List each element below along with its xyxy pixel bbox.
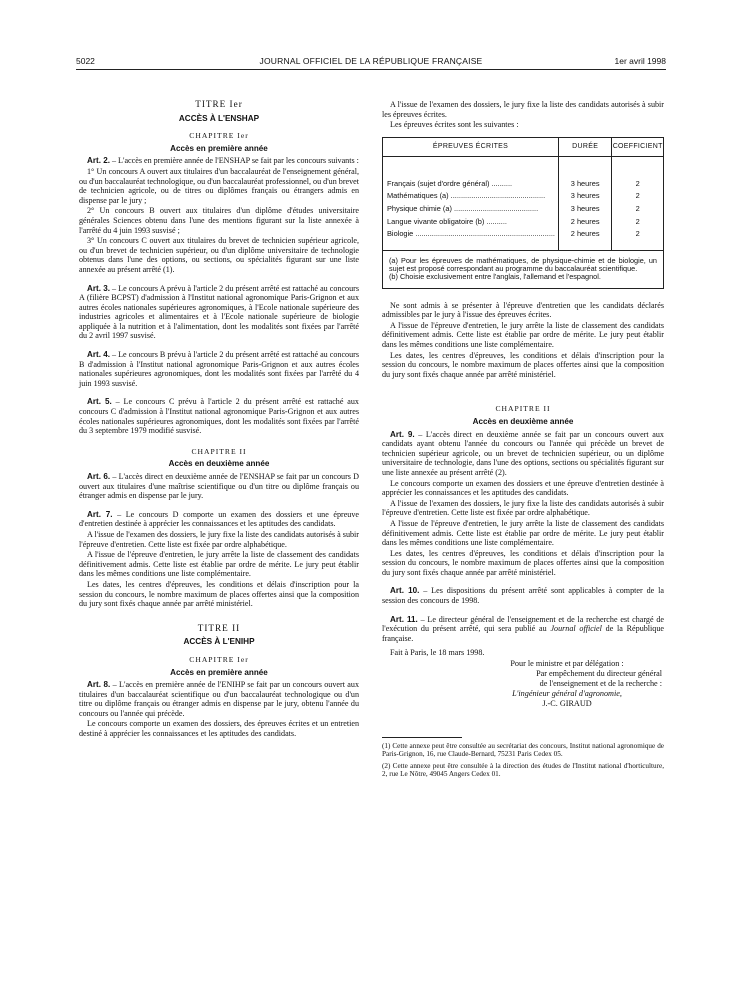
page-number: 5022 bbox=[76, 56, 95, 66]
paragraph: A l'issue de l'épreuve d'entretien, le jury arrête la liste de classement des candidats définitivement admis. Cette liste est établie par ordre de mérite. Le jury peut établir dans les mêmes conditions une liste complémentaire. bbox=[382, 518, 664, 548]
table-notes bbox=[383, 250, 664, 288]
table-cell: 2 bbox=[635, 216, 640, 226]
table-cell: 2 bbox=[635, 229, 640, 239]
titre-subheading: ACCÈS À L'ENSHAP bbox=[178, 113, 260, 123]
paragraph: A l'issue de l'examen des dossiers, le jury fixe la liste des candidats autorisés à subir l'épreuve d'entretien. Cette liste est fixée par ordre alphabétique. bbox=[382, 498, 664, 518]
article-label: Art. 6. bbox=[87, 472, 111, 481]
paragraph: Les dates, les centres d'épreuves, les conditions et délais d'inscription pour la session du concours, le nombre maximum de places offertes ainsi que la composition du jury sont fixés chaque année par arrêté ministériel. bbox=[79, 579, 359, 609]
epreuves-cell bbox=[383, 156, 559, 250]
paragraph: A l'issue de l'épreuve d'entretien, le jury arrête la liste de classement des candidats définitivement admis. Cette liste est établie par ordre de mérite. Le jury peut établir dans les mêmes conditions une liste complémentaire. bbox=[382, 320, 664, 350]
duree-cell bbox=[558, 156, 611, 250]
chapter-heading: CHAPITRE Ier bbox=[189, 654, 249, 664]
table-cell: 3 heures bbox=[570, 203, 600, 213]
paragraph: Le concours comporte un examen des dossiers, des épreuves écrites et un entretien destiné à apprécier les connaissances et les aptitudes des candidats. bbox=[79, 719, 359, 739]
article-label: Art. 7. bbox=[87, 509, 113, 519]
right-column bbox=[382, 100, 664, 782]
article-2-item-3: 3° Un concours C ouvert aux titulaires du brevet de technicien supérieur agricole, ou d'un brevet de technicien supérieur, ou d'un diplôme universitaire de technologie obtenus dans l'une des options, ou sections, ou spécialités figurant sur une liste annexée au présent arrêté (1). bbox=[79, 236, 359, 274]
table-body-row bbox=[383, 156, 664, 250]
paragraph: Ne sont admis à se présenter à l'épreuve d'entretien que les candidats déclarés admissibles par le jury à l'issue des épreuves écrites. bbox=[382, 300, 664, 320]
journal-title: JOURNAL OFFICIEL DE LA RÉPUBLIQUE FRANÇAISE bbox=[259, 56, 483, 66]
section-heading: Accès en première année bbox=[170, 143, 268, 153]
article-2-item-2: 2° Un concours B ouvert aux titulaires d'un diplôme d'études universitaire générales Sciences obtenu dans l'une des mentions figurant sur la liste annexée à l'arrêté du 4 juin 1993 susvisé ; bbox=[79, 206, 359, 235]
article-9: Art. 9. – L'accès direct en deuxième année se fait par un concours ouvert aux candidats ayant obtenu l'année du concours ou l'année qui précède un brevet de technicien supérieur agricole, ou un brevet de technicien supérieur, ou un diplôme universitaire de technologie, dans l'une des options, sections ou spécialités figurant sur une liste annexée au présent arrêté (2). bbox=[382, 429, 664, 477]
paragraph: Les dates, les centres d'épreuves, les conditions et délais d'inscription pour la session du concours, le nombre maximum de places offertes ainsi que la composition du jury sont fixés chaque année par arrêté ministériel. bbox=[382, 548, 664, 577]
article-label: Art. 3. bbox=[87, 283, 110, 293]
table-cell: 2 heures bbox=[570, 216, 600, 226]
section-heading: Accès en deuxième année bbox=[168, 459, 270, 469]
table-cell: Français (sujet d'ordre général) .......... bbox=[387, 178, 513, 188]
footnote-2: (2) Cette annexe peut être consultée à la direction des études de l'Institut national d'horticulture, 2, rue Le Nôtre, 49045 Angers Cedex 01. bbox=[382, 761, 664, 779]
paragraph: A l'issue de l'examen des dossiers, le jury fixe la liste des candidats autorisés à subir les épreuves écrites. bbox=[382, 100, 664, 119]
article-label: Art. 9. bbox=[390, 429, 415, 439]
signature-block: Pour le ministre et par délégation : Par empêchement du directeur général de l'enseignement et de la recherche : L'ingénieur général d'agronomie, J.-C. GIRAUD bbox=[382, 659, 664, 709]
paragraph: Les dates, les centres d'épreuves, les conditions et délais d'inscription pour la session du concours, le nombre maximum de places offertes ainsi que la composition du jury sont fixés chaque année par arrêté ministériel. bbox=[382, 350, 664, 379]
table-cell: Physique chimie (a) ......................................... bbox=[387, 203, 539, 213]
column-header: ÉPREUVES ÉCRITES bbox=[383, 137, 559, 156]
journal-name: Journal officiel bbox=[550, 624, 602, 634]
article-11: Art. 11. – Le directeur général de l'enseignement et de la recherche est chargé de l'exécution du présent arrêté, qui sera publié au Journal officiel de la République française. bbox=[382, 614, 664, 643]
article-6: Art. 6. – L'accès direct en deuxième année de l'ENSHAP se fait par un concours D ouvert aux titulaires d'une maîtrise scientifique ou d'un titre ou diplôme français ou étranger admis en dispense par le jury. bbox=[79, 472, 359, 501]
article-label: Art. 8. bbox=[87, 680, 111, 690]
table-cell: 2 bbox=[635, 191, 640, 201]
footnote-rule bbox=[382, 737, 462, 738]
table-cell: 3 heures bbox=[570, 178, 600, 188]
titre-subheading: ACCÈS À L'ENIHP bbox=[183, 637, 255, 647]
chapter-heading: CHAPITRE II bbox=[191, 446, 247, 456]
table-cell: Biologie .................................................................... bbox=[387, 229, 555, 239]
table-cell: Mathématiques (a) .............................................. bbox=[387, 191, 546, 201]
paragraph: Le concours comporte un examen des dossiers et une épreuve d'entretien destinée à apprécier les connaissances et les aptitudes des candidats. bbox=[382, 478, 664, 498]
table-header-row bbox=[383, 137, 664, 156]
column-header: COEFFICIENT bbox=[612, 137, 664, 156]
paragraph: A l'issue de l'épreuve d'entretien, le jury arrête la liste de classement des candidats définitivement admis. Cette liste est établie par ordre de mérite. Le jury peut établir dans les mêmes conditions une liste complémentaire. bbox=[79, 550, 359, 579]
column-header: DURÉE bbox=[558, 137, 611, 156]
footnote-1: (1) Cette annexe peut être consultée au secrétariat des concours, Institut national agronomique de Paris-Grignon, 16, rue Claude-Bernard, 75231 Paris Cedex 05. bbox=[382, 742, 664, 759]
article-5: Art. 5. – Le concours C prévu à l'article 2 du présent arrêté est rattaché aux concours C d'admission à l'Institut national agronomique Paris-Grignon et aux autres écoles nationales supérieures agronomiques, dont les modalités sont fixées par l'arrêté du 3 septembre 1979 modifié susvisé. bbox=[79, 397, 359, 436]
table-cell: 2 bbox=[635, 203, 640, 213]
coefficient-cell bbox=[612, 156, 664, 250]
chapter-heading: CHAPITRE II bbox=[495, 404, 551, 414]
table-cell: 2 bbox=[635, 178, 640, 188]
table-notes-row bbox=[383, 250, 664, 288]
article-3: Art. 3. – Le concours A prévu à l'article 2 du présent arrêté est rattaché au concours A (filière BCPST) d'admission à l'Institut national agronomique Paris-Grignon et aux autres écoles nationales supérieures agronomiques, à l'Ecole nationale supérieure des industries agricoles et alimentaires et à l'Ecole nationale supérieure de biologie appliquée à la nutrition et à l'alimentation, dont les modalités sont fixées par l'arrêté du 2 avril 1997 susvisé. bbox=[79, 283, 359, 341]
titre-heading: TITRE II bbox=[197, 622, 241, 633]
article-label: Art. 10. bbox=[390, 586, 420, 596]
table-note-a: (a) Pour les épreuves de mathématiques, de physique-chimie et de biologie, un sujet est proposé correspondant au programme du baccalauréat scientifique. bbox=[389, 255, 657, 274]
table-cell: 3 heures bbox=[570, 191, 600, 201]
article-label: Art. 4. bbox=[87, 350, 110, 360]
left-column bbox=[79, 100, 359, 740]
exam-table bbox=[382, 137, 664, 289]
section-heading: Accès en première année bbox=[170, 667, 268, 677]
article-10: Art. 10. – Les dispositions du présent arrêté sont applicables à compter de la session des concours de 1998. bbox=[382, 586, 664, 606]
chapter-heading: CHAPITRE Ier bbox=[189, 131, 249, 141]
article-label: Art. 11. bbox=[390, 614, 418, 624]
article-2-item-1: 1° Un concours A ouvert aux titulaires d'un baccalauréat de l'enseignement général, ou d'un baccalauréat technologique, ou d'un baccalauréat professionnel, ou d'un brevet de technicien agricole, ou de titres ou diplômes français ou étrangers admis en dispense par le jury ; bbox=[79, 166, 359, 205]
issue-date: 1er avril 1998 bbox=[614, 56, 666, 66]
article-label: Art. 5. bbox=[87, 397, 112, 407]
article-8: Art. 8. – L'accès en première année de l'ENIHP se fait par un concours ouvert aux titulaires d'un baccalauréat scientifique ou d'un baccalauréat technologique ou d'un titre ou diplôme français ou étranger admis en dispense par le jury, obtenu l'année du concours ou l'année qui précède. bbox=[79, 680, 359, 718]
table-cell: Langue vivante obligatoire (b) .......... bbox=[387, 216, 507, 226]
signatory-name: J.-C. GIRAUD bbox=[542, 699, 592, 709]
table-cell: 2 heures bbox=[570, 229, 600, 239]
table-note-b: (b) Choisie exclusivement entre l'anglais, l'allemand et l'espagnol. bbox=[389, 272, 601, 282]
signature-date: Fait à Paris, le 18 mars 1998. bbox=[390, 648, 485, 658]
paragraph: Les épreuves écrites sont les suivantes : bbox=[390, 120, 519, 130]
article-7: Art. 7. – Le concours D comporte un examen des dossiers et une épreuve d'entretien destinée à apprécier les connaissances et les aptitudes des candidats. bbox=[79, 509, 359, 529]
article-4: Art. 4. – Le concours B prévu à l'article 2 du présent arrêté est rattaché au concours B d'admission à l'Institut national agronomique Paris-Grignon et aux autres écoles nationales supérieures agronomiques, dont les modalités sont fixées par l'arrêté du 4 juin 1993 susvisé. bbox=[79, 350, 359, 388]
article-label: Art. 2. bbox=[87, 156, 110, 166]
paragraph: A l'issue de l'examen des dossiers, le jury fixe la liste des candidats autorisés à subir l'épreuve d'entretien. Cette liste est fixée par ordre alphabétique. bbox=[79, 529, 359, 549]
titre-heading: TITRE Ier bbox=[195, 99, 243, 109]
article-2: Art. 2. – L'accès en première année de l'ENSHAP se fait par les concours suivants : bbox=[87, 156, 359, 166]
page-header bbox=[76, 56, 666, 70]
header-rule bbox=[76, 69, 666, 70]
section-heading: Accès en deuxième année bbox=[472, 416, 574, 426]
